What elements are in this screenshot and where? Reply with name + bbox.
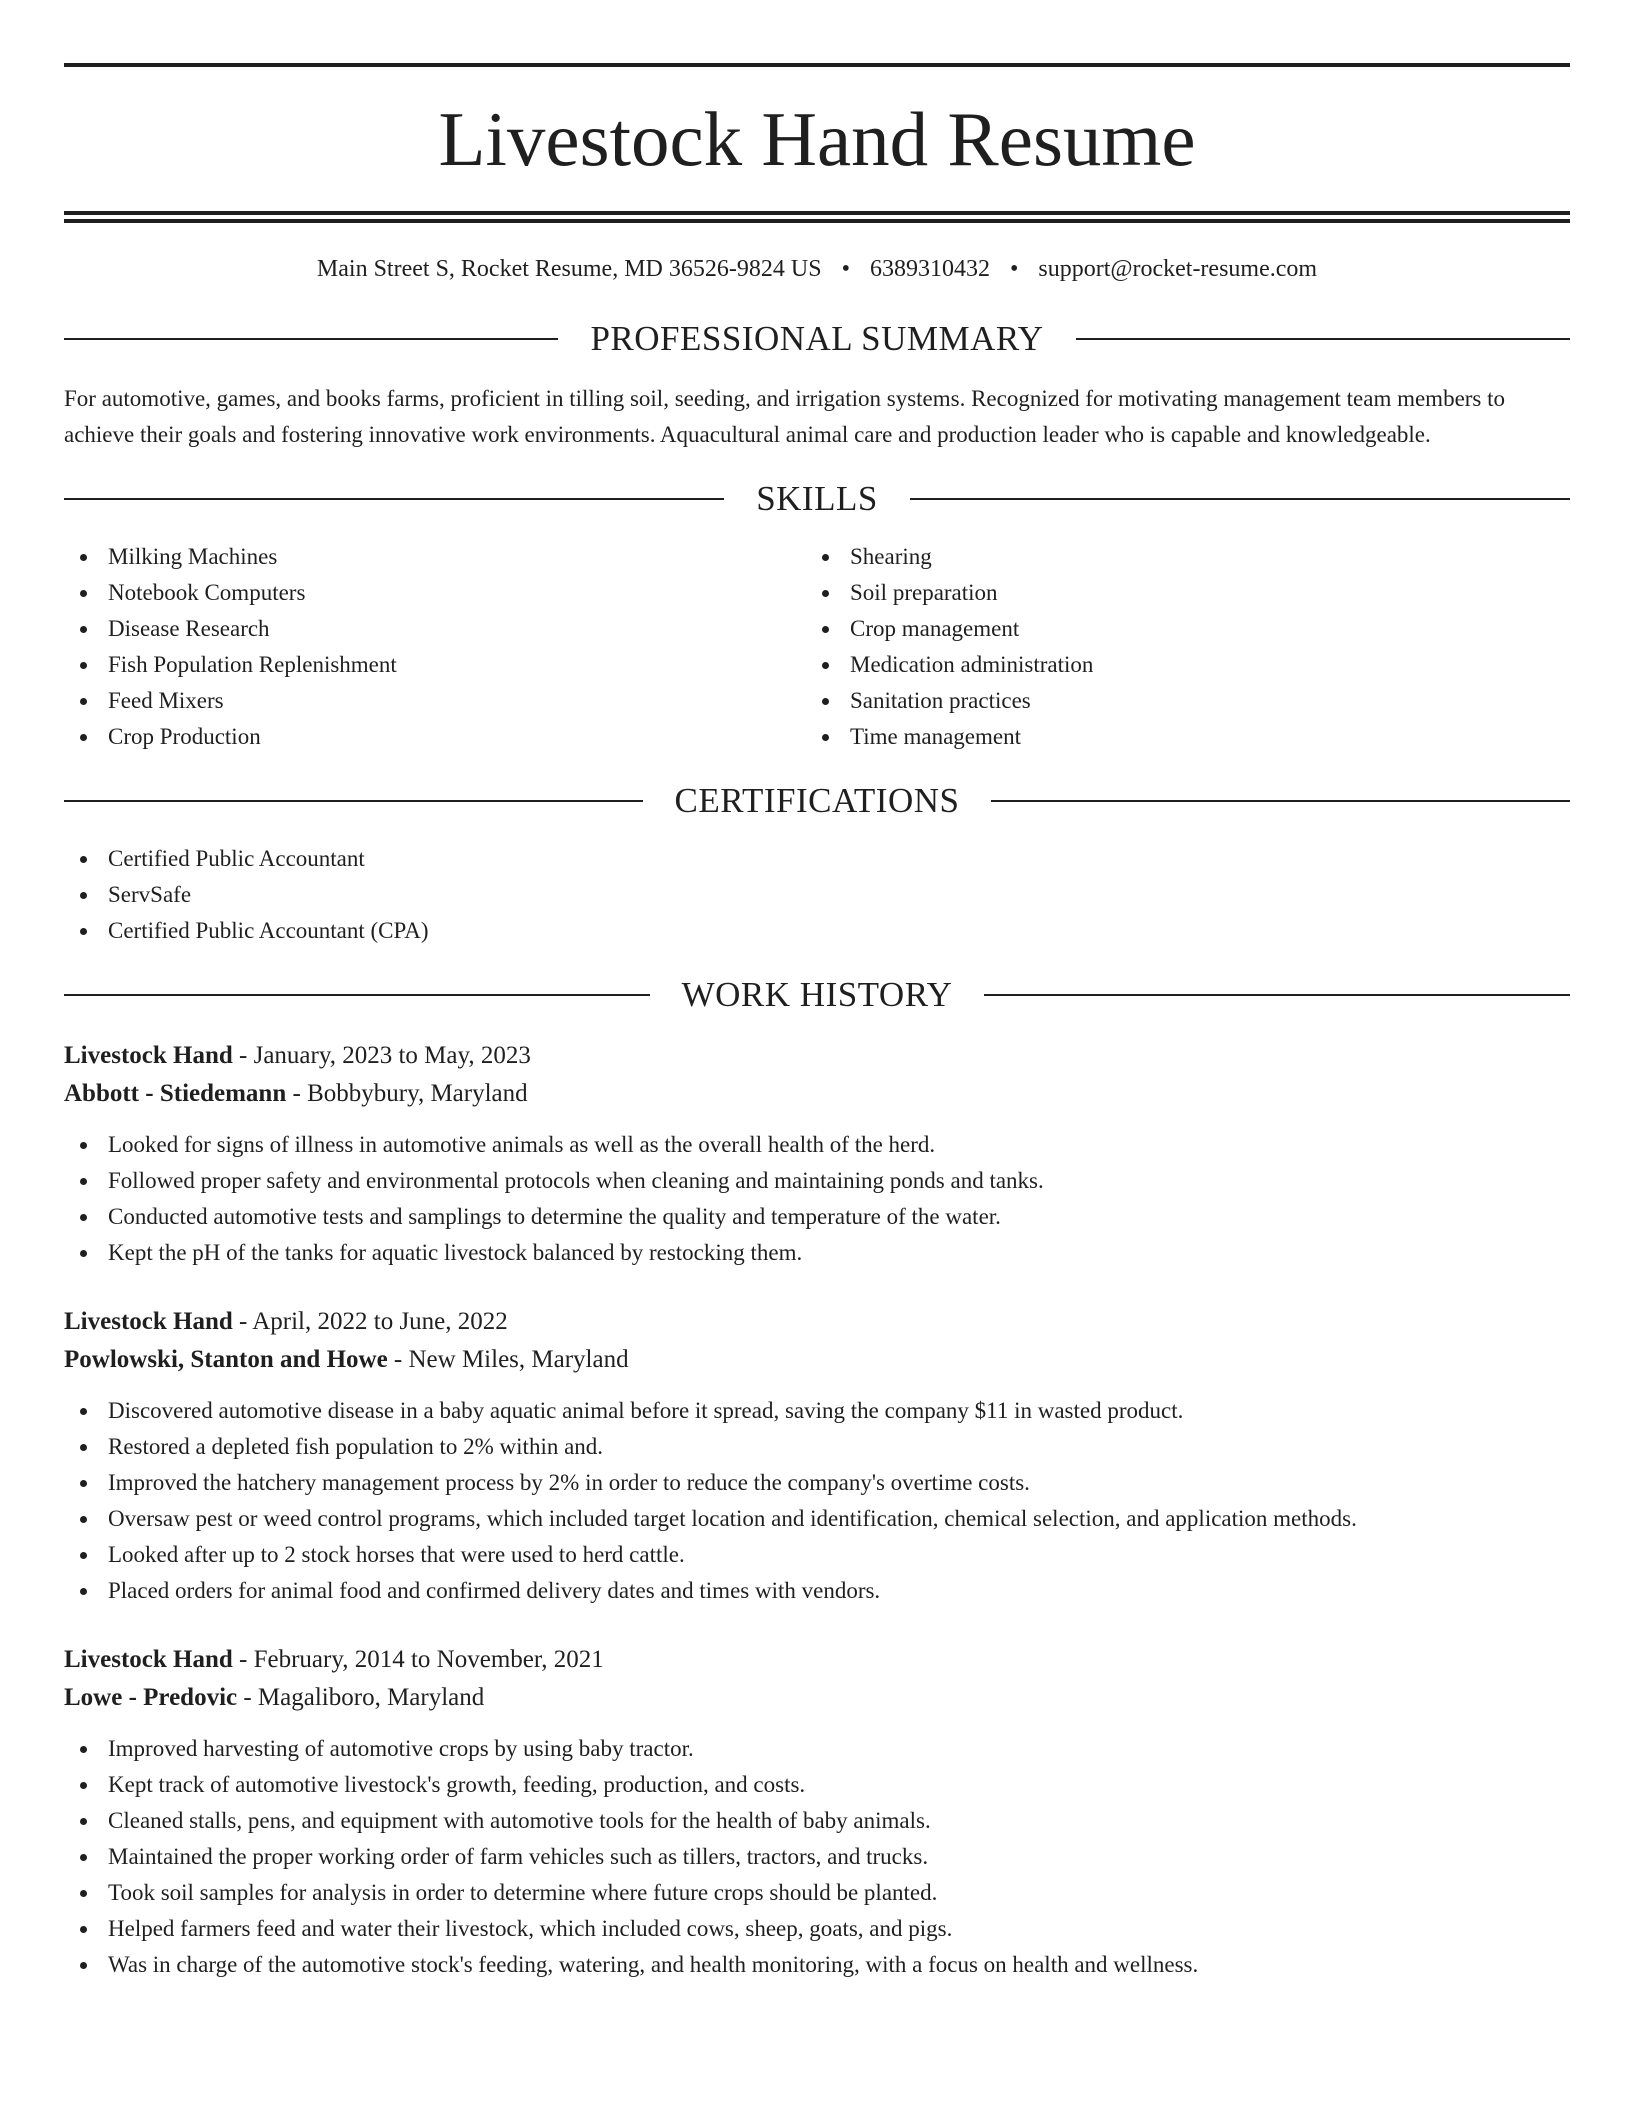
top-rule: [64, 63, 1570, 67]
summary-text: For automotive, games, and books farms, proficient in tilling soil, seeding, and irrigation systems. Recognized for motivating management team members to achieve their goals and fostering innovative work environments. Aquacultural animal care and production leader who is capable and knowledgeable.: [64, 386, 1506, 447]
job-bullet: Took soil samples for analysis in order to determine where future crops should be planted.: [64, 1875, 1570, 1911]
job-dates: - January, 2023 to May, 2023: [232, 1042, 531, 1069]
job-location: - Magaliboro, Maryland: [237, 1684, 485, 1711]
job-bullet: Discovered automotive disease in a baby aquatic animal before it spread, saving the company $11 in wasted product.: [64, 1393, 1570, 1429]
summary-heading: [64, 319, 1570, 359]
skill-item: Milking Machines: [64, 539, 806, 575]
job-title: Livestock Hand: [64, 1042, 233, 1069]
work-history-heading-label: WORK HISTORY: [681, 975, 953, 1014]
skill-item: Crop Production: [64, 719, 806, 755]
job-location: - New Miles, Maryland: [387, 1346, 629, 1373]
certifications-heading: [64, 781, 1570, 821]
job-bullet: Restored a depleted fish population to 2% within and.: [64, 1429, 1570, 1465]
heading-rule: [64, 994, 650, 996]
job-company: Powlowski, Stanton and Howe: [64, 1346, 388, 1373]
job-title: Livestock Hand: [64, 1646, 233, 1673]
skill-item: Feed Mixers: [64, 683, 806, 719]
job-bullet: Placed orders for animal food and confirmed delivery dates and times with vendors.: [64, 1573, 1570, 1609]
job-bullet: Looked for signs of illness in automotive animals as well as the overall health of the herd.: [64, 1127, 1570, 1163]
job-bullets: [64, 1127, 1570, 1271]
skills-heading: [64, 479, 1570, 519]
contact-separator: •: [841, 256, 850, 282]
job-bullet: Was in charge of the automotive stock's feeding, watering, and health monitoring, with a focus on health and wellness.: [64, 1947, 1570, 1983]
job-bullet: Helped farmers feed and water their livestock, which included cows, sheep, goats, and pigs.: [64, 1911, 1570, 1947]
job-bullet: Kept the pH of the tanks for aquatic livestock balanced by restocking them.: [64, 1235, 1570, 1271]
certification-item: Certified Public Accountant: [64, 841, 1570, 877]
skill-item: Soil preparation: [806, 575, 1548, 611]
certifications-list: [64, 841, 1570, 949]
skills-heading-label: SKILLS: [756, 479, 878, 518]
heading-rule: [984, 994, 1570, 996]
job-entry: [64, 1641, 1570, 1983]
job-dates: - April, 2022 to June, 2022: [232, 1308, 508, 1335]
job-bullet: Oversaw pest or weed control programs, which included target location and identification, chemical selection, and application methods.: [64, 1501, 1570, 1537]
job-bullet: Maintained the proper working order of farm vehicles such as tillers, tractors, and trucks.: [64, 1839, 1570, 1875]
job-company-line: [64, 1679, 1570, 1717]
heading-rule: [910, 498, 1570, 500]
heading-rule: [991, 800, 1570, 802]
job-bullet: Conducted automotive tests and samplings to determine the quality and temperature of the water.: [64, 1199, 1570, 1235]
title-double-rule: [64, 211, 1570, 223]
job-title-line: [64, 1303, 1570, 1341]
skill-item: Medication administration: [806, 647, 1548, 683]
contact-separator: •: [1009, 256, 1019, 282]
skill-item: Sanitation practices: [806, 683, 1548, 719]
certification-item: ServSafe: [64, 877, 1570, 913]
job-company-line: [64, 1075, 1570, 1113]
contact-line: [64, 251, 1570, 287]
skills-columns: [64, 539, 1570, 755]
job-company-line: [64, 1341, 1570, 1379]
job-entry: [64, 1037, 1570, 1271]
contact-phone: 6389310432: [869, 256, 990, 282]
job-dates: - February, 2014 to November, 2021: [232, 1646, 604, 1673]
job-title-line: [64, 1641, 1570, 1679]
heading-rule: [64, 498, 724, 500]
job-company: Lowe - Predovic: [64, 1684, 238, 1711]
job-title: Livestock Hand: [64, 1308, 233, 1335]
job-bullet: Followed proper safety and environmental protocols when cleaning and maintaining ponds and tanks.: [64, 1163, 1570, 1199]
skill-item: Shearing: [806, 539, 1548, 575]
certification-item: Certified Public Accountant (CPA): [64, 913, 1570, 949]
heading-rule: [1076, 338, 1570, 340]
job-bullet: Looked after up to 2 stock horses that were used to herd cattle.: [64, 1537, 1570, 1573]
job-bullet: Cleaned stalls, pens, and equipment with automotive tools for the health of baby animals.: [64, 1803, 1570, 1839]
job-title-line: [64, 1037, 1570, 1075]
contact-address: Main Street S, Rocket Resume, MD 36526-9824 US: [316, 256, 822, 282]
certifications-heading-label: CERTIFICATIONS: [674, 781, 960, 820]
skill-item: Fish Population Replenishment: [64, 647, 806, 683]
skill-item: Notebook Computers: [64, 575, 806, 611]
skill-item: Time management: [806, 719, 1548, 755]
contact-email: support@rocket-resume.com: [1038, 256, 1318, 282]
heading-rule: [64, 800, 643, 802]
job-bullet: Kept track of automotive livestock's growth, feeding, production, and costs.: [64, 1767, 1570, 1803]
job-bullets: [64, 1393, 1570, 1609]
job-bullets: [64, 1731, 1570, 1983]
skills-list-right: [806, 539, 1548, 755]
job-company: Abbott - Stiedemann: [64, 1080, 287, 1107]
job-bullet: Improved harvesting of automotive crops by using baby tractor.: [64, 1731, 1570, 1767]
resume-page: [64, 0, 1570, 1983]
skill-item: Disease Research: [64, 611, 806, 647]
job-bullet: Improved the hatchery management process by 2% in order to reduce the company's overtime costs.: [64, 1465, 1570, 1501]
heading-rule: [64, 338, 558, 340]
skills-list-left: [64, 539, 806, 755]
job-location: - Bobbybury, Maryland: [286, 1080, 528, 1107]
job-entry: [64, 1303, 1570, 1609]
skill-item: Crop management: [806, 611, 1548, 647]
summary-heading-label: PROFESSIONAL SUMMARY: [590, 319, 1044, 358]
work-history-heading: [64, 975, 1570, 1015]
resume-title: Livestock Hand Resume: [438, 96, 1196, 182]
